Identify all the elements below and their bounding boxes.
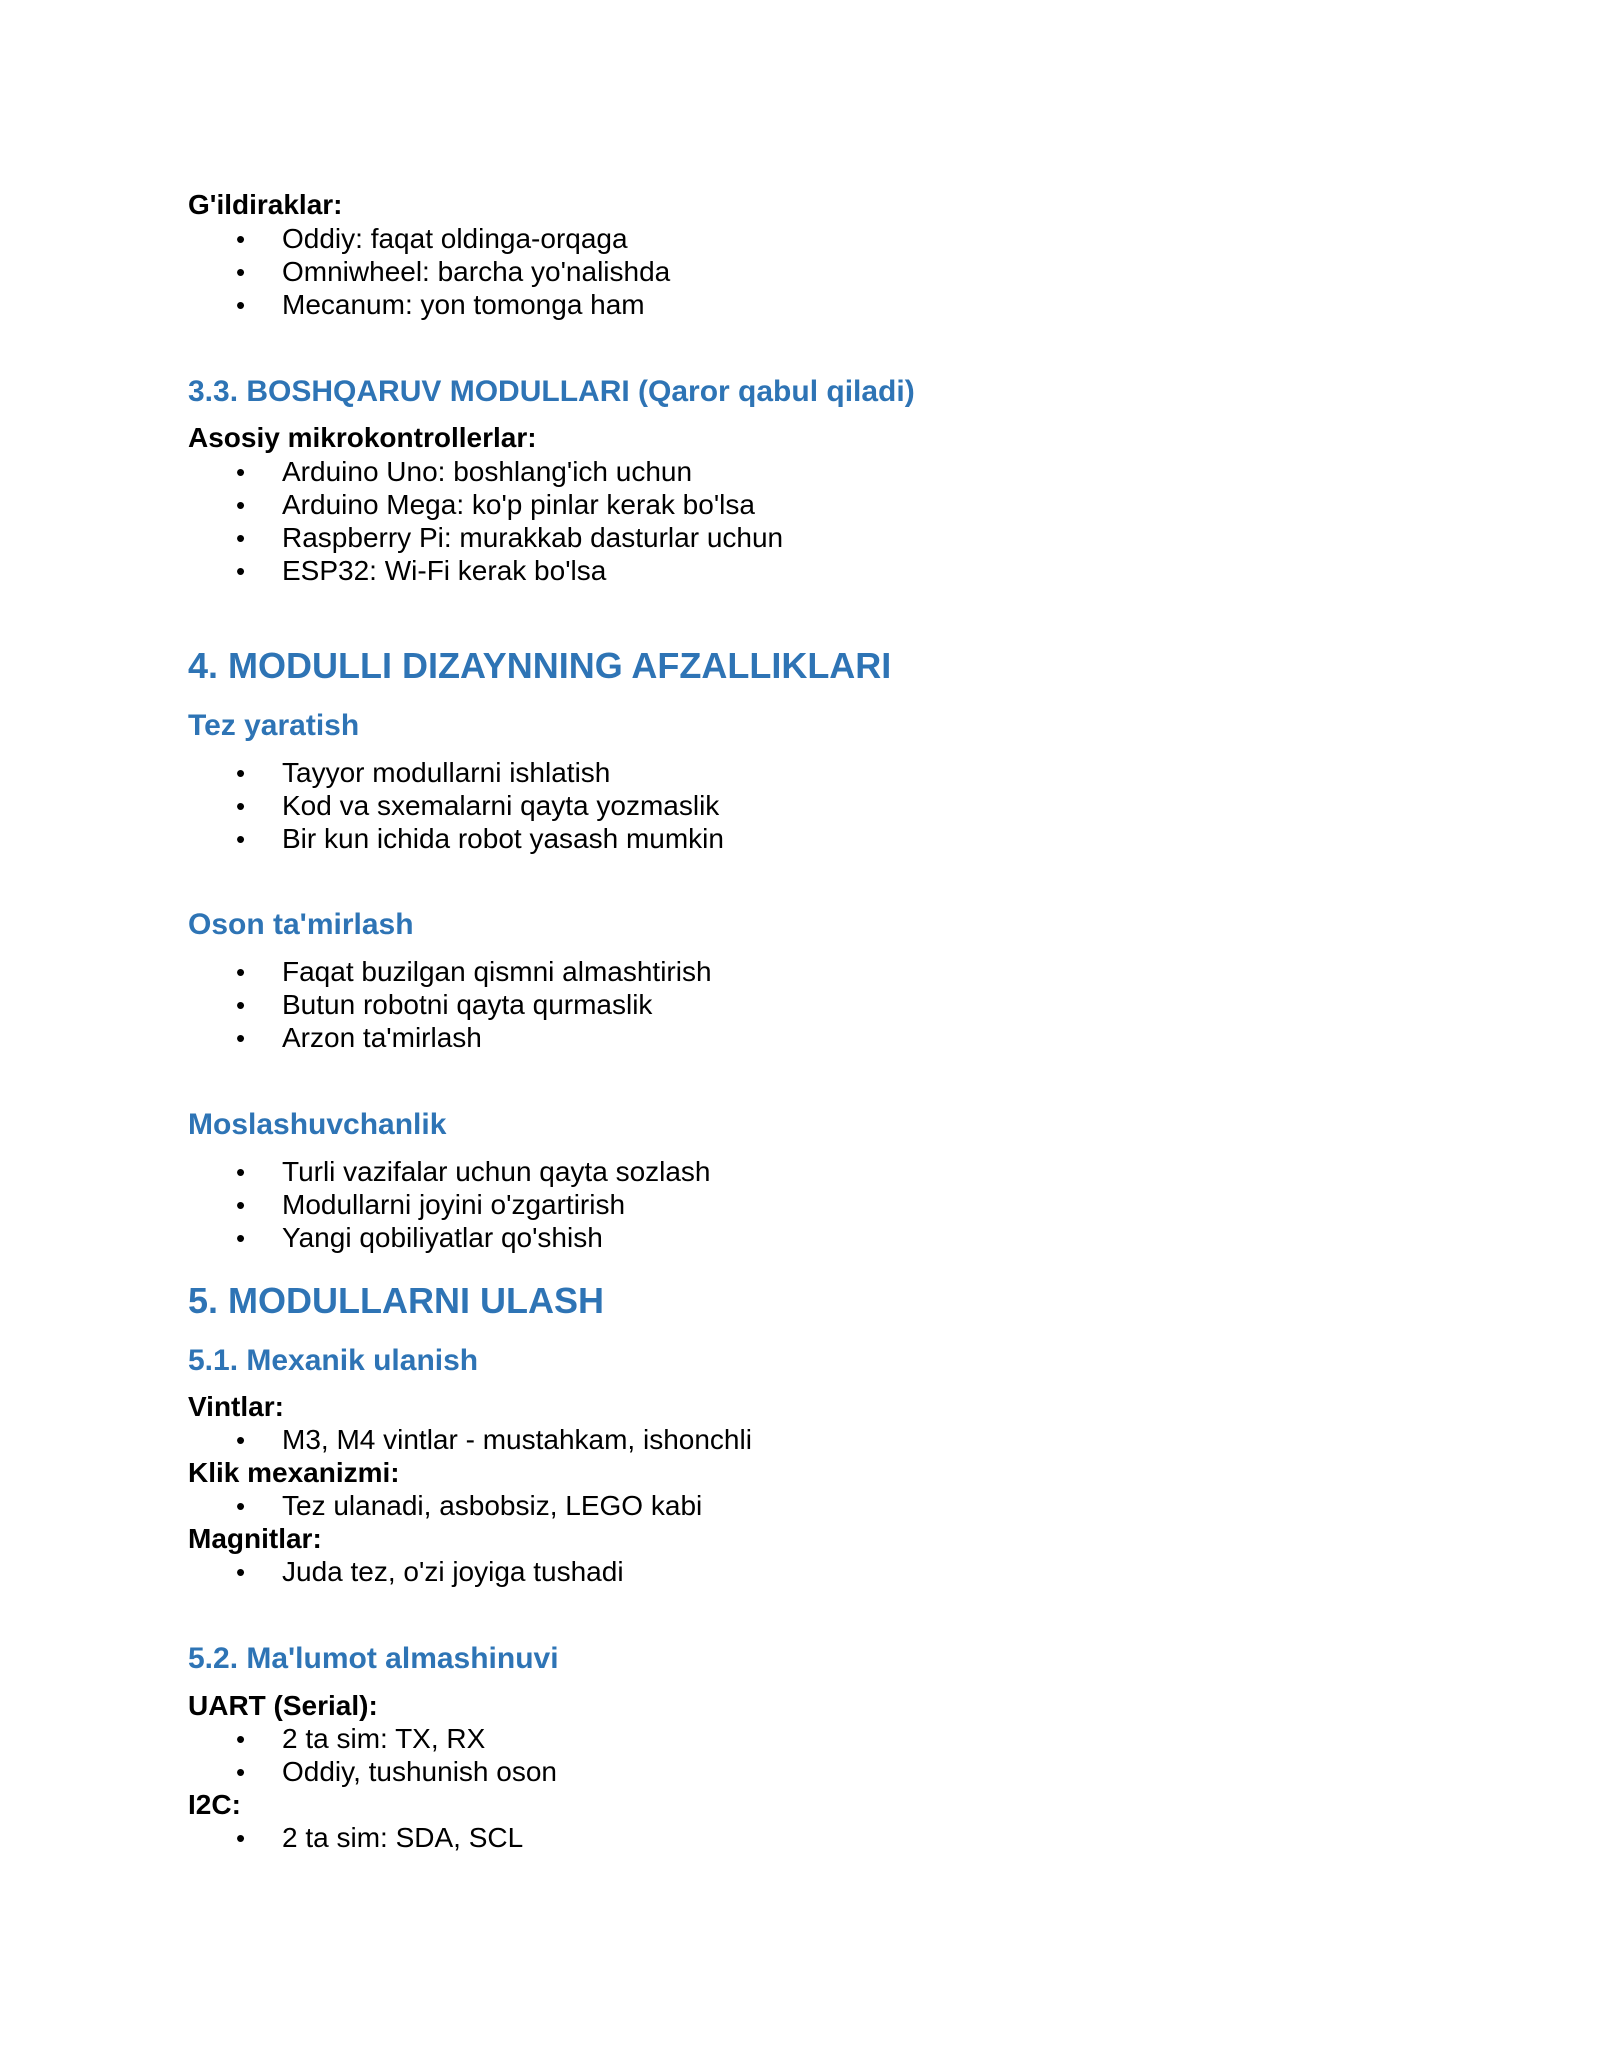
list-item: • Juda tez, o'zi joyiga tushadi (236, 1556, 624, 1587)
bullet-icon: • (236, 1823, 246, 1853)
bullet-icon: • (236, 290, 246, 320)
list-item: • Yangi qobiliyatlar qo'shish (236, 1222, 603, 1253)
bullet-icon: • (236, 990, 246, 1020)
bullet-icon: • (236, 490, 246, 520)
bullet-icon: • (236, 224, 246, 254)
bullet-icon: • (236, 1557, 246, 1587)
bullet-icon: • (236, 1190, 246, 1220)
control-label: Asosiy mikrokontrollerlar: (188, 422, 537, 453)
bullet-icon: • (236, 556, 246, 586)
section-heading-connect: 5. MODULLARNI ULASH (188, 1280, 604, 1321)
bullet-icon: • (236, 1223, 246, 1253)
list-item: • ESP32: Wi-Fi kerak bo'lsa (236, 555, 607, 586)
bullet-icon: • (236, 957, 246, 987)
list-item: • Raspberry Pi: murakkab dasturlar uchun (236, 522, 784, 553)
list-item: • Tez ulanadi, asbobsiz, LEGO kabi (236, 1490, 703, 1521)
list-item: • Modullarni joyini o'zgartirish (236, 1189, 626, 1220)
list-item: • Tayyor modullarni ishlatish (236, 757, 611, 788)
bullet-icon: • (236, 1491, 246, 1521)
list-item: • Arduino Mega: ko'p pinlar kerak bo'lsa (236, 489, 755, 520)
bullet-icon: • (236, 824, 246, 854)
list-item: • 2 ta sim: TX, RX (236, 1723, 486, 1754)
click-label: Klik mexanizmi: (188, 1457, 400, 1488)
list-item: • Turli vazifalar uchun qayta sozlash (236, 1156, 711, 1187)
i2c-label: I2C: (188, 1789, 241, 1820)
bullet-icon: • (236, 457, 246, 487)
uart-label: UART (Serial): (188, 1690, 378, 1721)
section-heading-advantages: 4. MODULLI DIZAYNNING AFZALLIKLARI (188, 645, 892, 686)
list-item: • 2 ta sim: SDA, SCL (236, 1822, 524, 1853)
subheading-repair: Oson ta'mirlash (188, 908, 414, 941)
list-item: • Arduino Uno: boshlang'ich uchun (236, 456, 693, 487)
bullet-icon: • (236, 1157, 246, 1187)
screws-label: Vintlar: (188, 1391, 284, 1422)
section-heading-control: 3.3. BOSHQARUV MODULLARI (Qaror qabul qiladi) (188, 375, 915, 408)
list-item: • Mecanum: yon tomonga ham (236, 289, 645, 320)
list-item: • Faqat buzilgan qismni almashtirish (236, 956, 712, 987)
list-item: • Oddiy: faqat oldinga-orqaga (236, 223, 628, 254)
subheading-fast: Tez yaratish (188, 709, 360, 742)
subheading-mechanical: 5.1. Mexanik ulanish (188, 1344, 479, 1377)
bullet-icon: • (236, 257, 246, 287)
bullet-icon: • (236, 1757, 246, 1787)
list-item: • Oddiy, tushunish oson (236, 1756, 557, 1787)
bullet-icon: • (236, 1425, 246, 1455)
magnet-label: Magnitlar: (188, 1523, 322, 1554)
list-item: • Butun robotni qayta qurmaslik (236, 989, 653, 1020)
wheels-label: G'ildiraklar: (188, 189, 343, 220)
subheading-data: 5.2. Ma'lumot almashinuvi (188, 1642, 559, 1675)
list-item: • M3, M4 vintlar - mustahkam, ishonchli (236, 1424, 752, 1455)
bullet-icon: • (236, 523, 246, 553)
bullet-icon: • (236, 791, 246, 821)
bullet-icon: • (236, 758, 246, 788)
list-item: • Kod va sxemalarni qayta yozmaslik (236, 790, 720, 821)
list-item: • Arzon ta'mirlash (236, 1022, 482, 1053)
list-item: • Omniwheel: barcha yo'nalishda (236, 256, 671, 287)
subheading-flex: Moslashuvchanlik (188, 1108, 447, 1141)
list-item: • Bir kun ichida robot yasash mumkin (236, 823, 724, 854)
bullet-icon: • (236, 1724, 246, 1754)
bullet-icon: • (236, 1023, 246, 1053)
